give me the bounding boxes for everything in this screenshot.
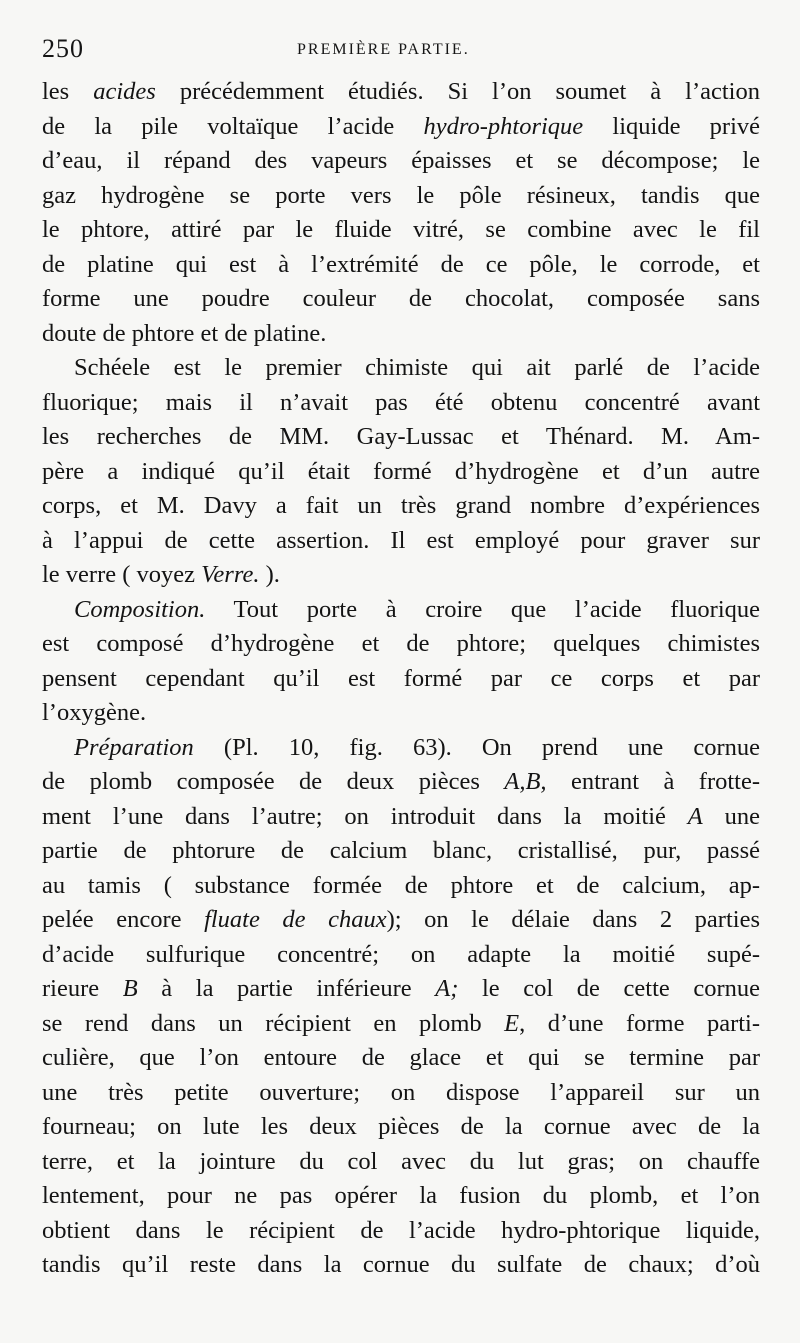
text-segment: tandis qu’il reste dans la cornue du sulfate de chaux; d’où <box>42 1251 760 1278</box>
text-segment: , d’une forme parti- <box>519 1009 760 1037</box>
text-segment: le verre ( voyez <box>42 561 202 588</box>
text-line <box>42 75 760 110</box>
text-line <box>42 213 760 248</box>
text-line <box>42 800 760 835</box>
text-segment: d’acide sulfurique concentré; on adapte la moitié supé- <box>42 940 760 968</box>
text-segment: pelée encore <box>42 906 205 933</box>
text-line <box>42 662 760 697</box>
text-line <box>42 248 760 283</box>
italic-text: Verre. <box>201 561 260 588</box>
text-segment: de platine qui est à l’extrémité de ce pôle, le corrode, et <box>42 250 760 278</box>
italic-text: Composition. <box>74 595 206 623</box>
running-head: PREMIÈRE PARTIE. <box>297 41 470 58</box>
text-segment: les <box>42 78 94 105</box>
text-segment: est composé d’hydrogène et de phtore; quelques chimistes <box>42 630 760 657</box>
text-segment: rieure <box>42 975 123 1002</box>
text-segment: liquide privé <box>583 112 760 140</box>
italic-text: hydro-phtorique <box>423 112 584 140</box>
text-segment: de la pile voltaïque l’acide <box>42 112 424 140</box>
text-segment: terre, et la jointure du col avec du lut gras; on chauffe <box>42 1147 760 1175</box>
text-segment: doute de phtore et de platine. <box>42 319 327 347</box>
text-line <box>42 524 760 559</box>
text-line <box>42 558 760 593</box>
text-line <box>42 731 760 766</box>
text-segment: l’oxygène. <box>42 699 147 726</box>
text-segment: se rend dans un récipient en plomb <box>42 1009 505 1037</box>
text-segment: ); on le délaie dans 2 parties <box>386 906 760 933</box>
text-line <box>42 144 760 179</box>
text-line <box>42 972 760 1007</box>
text-line <box>42 1179 760 1214</box>
italic-text: acides <box>93 78 156 105</box>
text-segment: précédemment étudiés. Si l’on soumet à l’action <box>155 78 760 105</box>
text-line <box>42 386 760 421</box>
text-line <box>42 1248 760 1283</box>
text-line <box>42 282 760 317</box>
text-line <box>42 1076 760 1111</box>
text-line <box>42 765 760 800</box>
text-segment: Tout porte à croire que l’acide fluorique <box>205 595 760 623</box>
text-segment: ment l’une dans l’autre; on introduit dans la moitié <box>42 802 688 830</box>
text-segment: père a indiqué qu’il était formé d’hydrogène et d’un autre <box>42 457 760 485</box>
text-segment: lentement, pour ne pas opérer la fusion du plomb, et l’on <box>42 1182 760 1209</box>
text-segment: au tamis ( substance formée de phtore et de calcium, ap- <box>42 871 760 899</box>
text-segment: (Pl. 10, fig. 63). On prend une cornue <box>193 733 760 761</box>
page-number: 250 <box>42 34 84 63</box>
italic-text: A,B, <box>504 768 547 795</box>
text-line <box>42 938 760 973</box>
italic-text: A <box>687 802 703 830</box>
text-line <box>42 1214 760 1249</box>
text-segment: d’eau, il répand des vapeurs épaisses et se décompose; le <box>42 147 760 174</box>
text-segment: les recherches de MM. Gay-Lussac et Thénard. M. Am- <box>42 423 760 450</box>
text-line <box>42 696 760 731</box>
text-line <box>42 351 760 386</box>
text-segment: fluorique; mais il n’avait pas été obtenu concentré avant <box>42 388 760 416</box>
text-line <box>42 869 760 904</box>
text-segment: le phtore, attiré par le fluide vitré, se combine avec le fil <box>42 216 760 243</box>
italic-text: A; <box>435 975 459 1002</box>
text-segment: Schéele est le premier chimiste qui ait parlé de l’acide <box>74 354 760 381</box>
body-text <box>42 75 760 1283</box>
text-line <box>42 179 760 214</box>
text-segment: gaz hydrogène se porte vers le pôle résineux, tandis que <box>42 181 760 209</box>
text-line <box>42 420 760 455</box>
text-segment: corps, et M. Davy a fait un très grand nombre d’expériences <box>42 492 760 519</box>
text-segment: à l’appui de cette assertion. Il est employé pour graver sur <box>42 526 760 554</box>
text-line <box>42 1110 760 1145</box>
text-line <box>42 593 760 628</box>
text-line <box>42 489 760 524</box>
text-segment: une très petite ouverture; on dispose l’appareil sur un <box>42 1078 760 1106</box>
text-segment: obtient dans le récipient de l’acide hydro-phtorique liquide, <box>42 1216 760 1244</box>
page-header <box>42 34 760 68</box>
text-line <box>42 627 760 662</box>
italic-text: E <box>504 1009 520 1037</box>
text-line <box>42 110 760 145</box>
text-line <box>42 903 760 938</box>
text-segment: de plomb composée de deux pièces <box>42 768 505 795</box>
text-segment: fourneau; on lute les deux pièces de la cornue avec de la <box>42 1113 760 1140</box>
text-segment: pensent cependant qu’il est formé par ce corps et par <box>42 664 760 692</box>
text-segment: une <box>702 802 760 830</box>
text-segment: entrant à frotte- <box>546 768 760 795</box>
text-line <box>42 317 760 352</box>
text-segment: forme une poudre couleur de chocolat, composée sans <box>42 285 760 312</box>
italic-text: fluate de chaux <box>204 906 387 933</box>
text-segment: le col de cette cornue <box>458 975 760 1002</box>
text-line <box>42 455 760 490</box>
italic-text: B <box>122 975 138 1002</box>
text-segment: culière, que l’on entoure de glace et qui se termine par <box>42 1044 760 1071</box>
text-line <box>42 834 760 869</box>
text-segment: ). <box>259 561 280 588</box>
italic-text: Préparation <box>74 733 194 761</box>
text-line <box>42 1145 760 1180</box>
text-line <box>42 1007 760 1042</box>
text-segment: partie de phtorure de calcium blanc, cristallisé, pur, passé <box>42 837 760 864</box>
text-segment: à la partie inférieure <box>137 975 436 1002</box>
text-line <box>42 1041 760 1076</box>
